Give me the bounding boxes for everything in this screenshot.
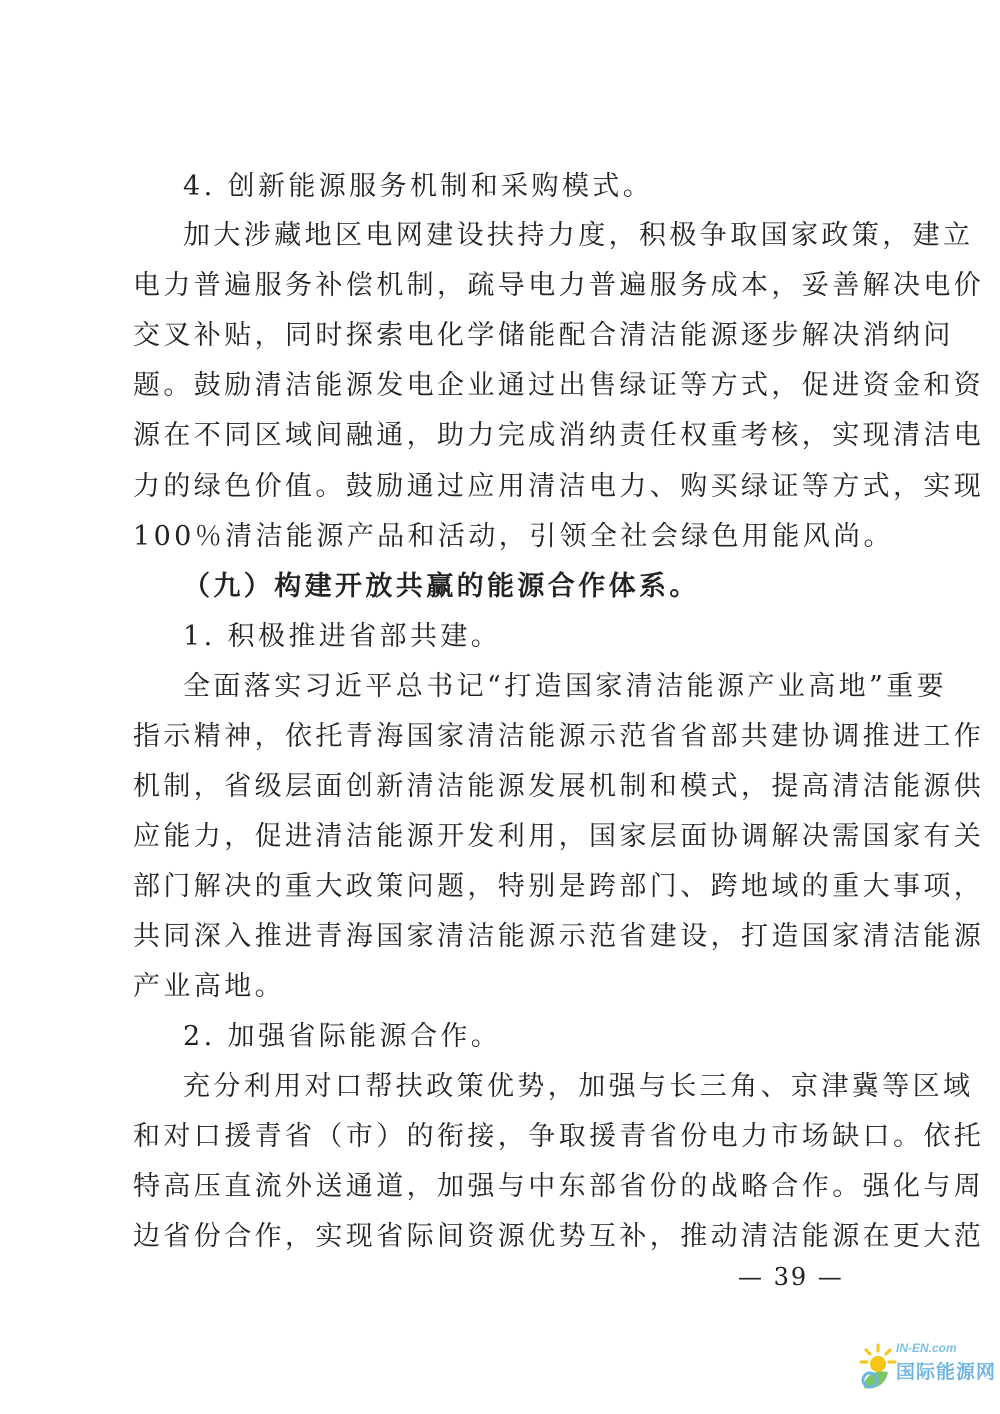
paragraph-line: 题。鼓励清洁能源发电企业通过出售绿证等方式，促进资金和资 bbox=[133, 370, 985, 401]
paragraph-line: 加大涉藏地区电网建设扶持力度，积极争取国家政策，建立 bbox=[183, 220, 974, 251]
paragraph-line: 和对口援青省（市）的衔接，争取援青省份电力市场缺口。依托 bbox=[133, 1121, 985, 1152]
subheading-2: 2. 加强省际能源合作。 bbox=[183, 1021, 502, 1052]
watermark-domain: IN-EN.com bbox=[896, 1341, 957, 1355]
paragraph-line: 源在不同区域间融通，助力完成消纳责任权重考核，实现清洁电 bbox=[133, 420, 985, 451]
paragraph-line: 交叉补贴，同时探索电化学储能配合清洁能源逐步解决消纳问 bbox=[133, 320, 954, 351]
sun-leaf-icon bbox=[858, 1342, 898, 1394]
paragraph-line: 产业高地。 bbox=[133, 971, 285, 1002]
watermark-name: 国际能源网 bbox=[896, 1362, 997, 1383]
paragraph-line: 部门解决的重大政策问题，特别是跨部门、跨地域的重大事项， bbox=[133, 871, 985, 902]
paragraph-line: 100％清洁能源产品和活动，引领全社会绿色用能风尚。 bbox=[133, 521, 894, 552]
paragraph-line: 边省份合作，实现省际间资源优势互补，推动清洁能源在更大范 bbox=[133, 1221, 985, 1252]
paragraph-line: 力的绿色价值。鼓励通过应用清洁电力、购买绿证等方式，实现 bbox=[133, 471, 985, 502]
paragraph-line: 电力普遍服务补偿机制，疏导电力普遍服务成本，妥善解决电价 bbox=[133, 270, 985, 301]
subheading-4: 4. 创新能源服务机制和采购模式。 bbox=[183, 171, 654, 202]
section-heading-9: （九）构建开放共赢的能源合作体系。 bbox=[183, 571, 700, 602]
paragraph-line: 共同深入推进青海国家清洁能源示范省建设，打造国家清洁能源 bbox=[133, 921, 985, 952]
page-number: — 39 — bbox=[738, 1263, 844, 1291]
paragraph-line: 特高压直流外送通道，加强与中东部省份的战略合作。强化与周 bbox=[133, 1171, 985, 1202]
paragraph-line: 全面落实习近平总书记“打造国家清洁能源产业高地”重要 bbox=[183, 671, 948, 702]
subheading-1: 1. 积极推进省部共建。 bbox=[183, 621, 502, 652]
watermark-logo bbox=[858, 1338, 998, 1408]
paragraph-line: 机制，省级层面创新清洁能源发展机制和模式，提高清洁能源供 bbox=[133, 771, 985, 802]
paragraph-line: 充分利用对口帮扶政策优势，加强与长三角、京津冀等区域 bbox=[183, 1071, 974, 1102]
paragraph-line: 指示精神，依托青海国家清洁能源示范省省部共建协调推进工作 bbox=[133, 721, 985, 752]
paragraph-line: 应能力，促进清洁能源开发利用，国家层面协调解决需国家有关 bbox=[133, 821, 985, 852]
